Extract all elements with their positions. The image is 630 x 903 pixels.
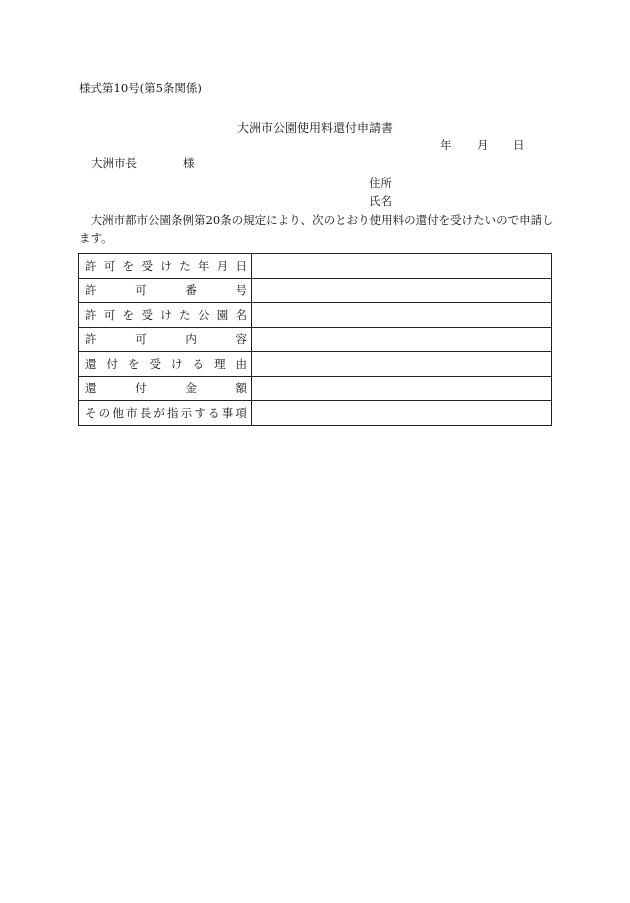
- row-value-cell[interactable]: [252, 303, 552, 328]
- row-value-cell[interactable]: [252, 327, 552, 352]
- row-label-cell: [79, 327, 252, 352]
- table-row: [79, 401, 552, 426]
- row-value-cell[interactable]: [252, 254, 552, 279]
- table-row: [79, 254, 552, 279]
- table-row: [79, 278, 552, 303]
- table-row: [79, 303, 552, 328]
- row-label: 許 可 を 受 け た 公 園 名: [85, 307, 247, 322]
- row-label-cell: [79, 254, 252, 279]
- row-label-cell: [79, 401, 252, 426]
- request-statement: 大洲市都市公園条例第20条の規定により、次のとおり使用料の還付を受けたいので申請します。: [79, 213, 554, 245]
- table-row: [79, 327, 552, 352]
- date-day-label: 日: [513, 138, 525, 152]
- table-row: [79, 376, 552, 401]
- row-value-cell[interactable]: [252, 376, 552, 401]
- applicant-address-label: 住所: [369, 176, 392, 190]
- addressee-honorific: 様: [183, 156, 195, 170]
- addressee-name: 大洲市長: [91, 156, 137, 170]
- row-value-cell[interactable]: [252, 401, 552, 426]
- row-label-cell: [79, 376, 252, 401]
- application-table: [78, 253, 552, 426]
- row-label: 許 可 を 受 け た 年 月 日: [85, 258, 247, 273]
- row-label: 還 付 金 額: [85, 381, 247, 396]
- row-value-cell[interactable]: [252, 352, 552, 377]
- row-label: 許 可 番 号: [85, 283, 247, 298]
- row-label: 許 可 内 容: [85, 332, 247, 347]
- row-value-cell[interactable]: [252, 278, 552, 303]
- form-number: 様式第10号(第5条関係): [79, 81, 202, 95]
- date-month-label: 月: [477, 138, 489, 152]
- date-year-label: 年: [440, 138, 452, 152]
- row-label: そ の 他 市 長 が 指 示 す る 事 項: [85, 405, 247, 420]
- row-label: 還 付 を 受 け る 理 由: [85, 356, 247, 371]
- document-title: 大洲市公園使用料還付申請書: [236, 121, 393, 135]
- applicant-name-label: 氏名: [369, 194, 392, 208]
- row-label-cell: [79, 303, 252, 328]
- row-label-cell: [79, 278, 252, 303]
- row-label-cell: [79, 352, 252, 377]
- table-row: [79, 352, 552, 377]
